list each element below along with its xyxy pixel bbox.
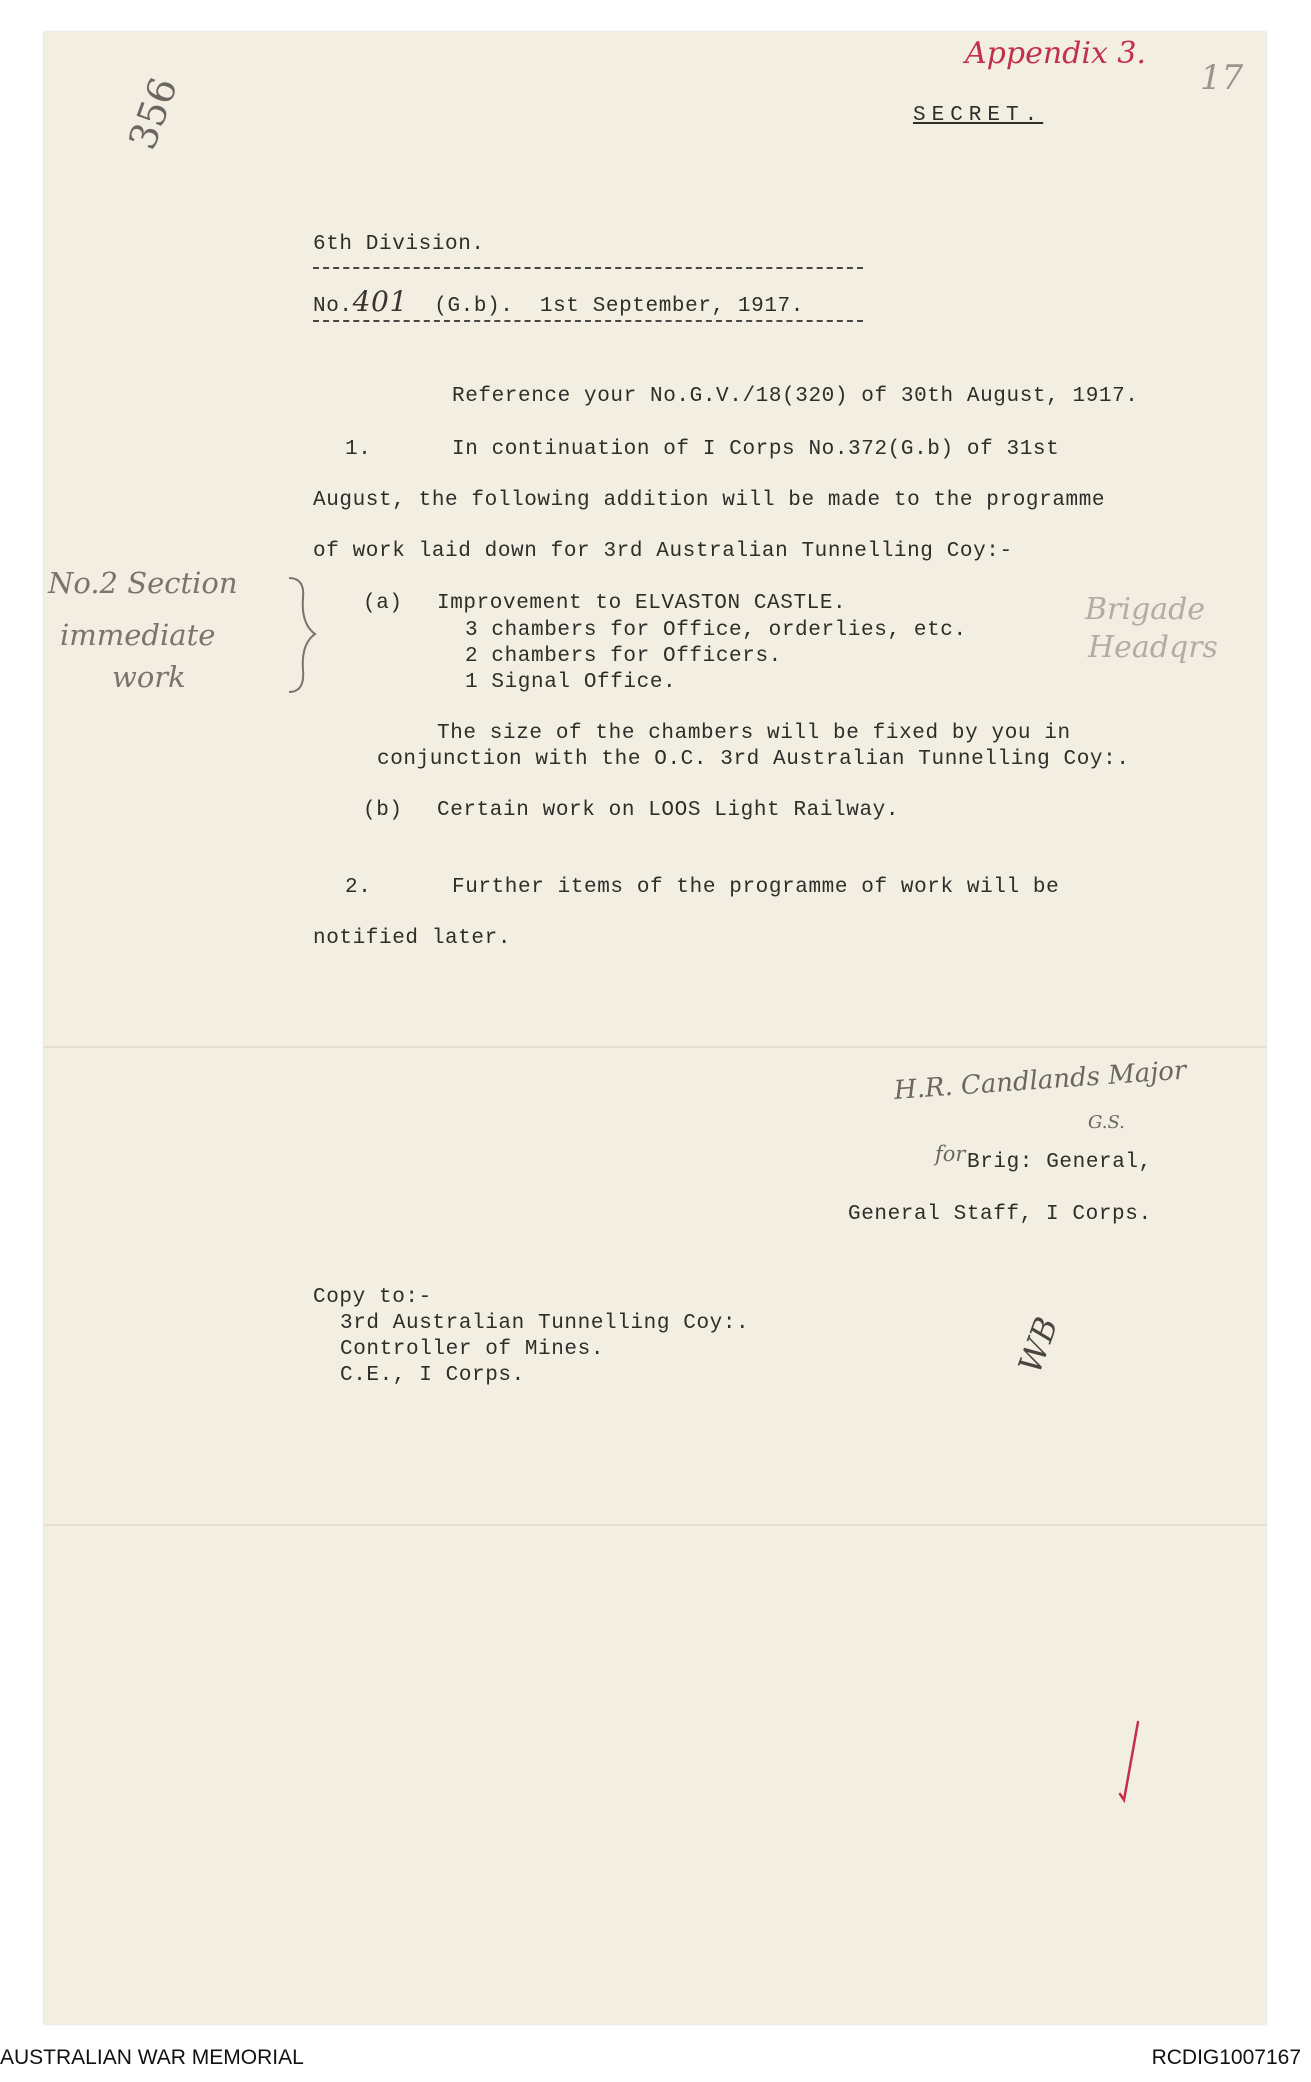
item-a-detail: 1 Signal Office. [465, 671, 677, 694]
item-a-title: Improvement to ELVASTON CASTLE. [437, 592, 847, 615]
reference-line [313, 285, 804, 318]
divider [313, 320, 863, 322]
margin-note-left: immediate [60, 618, 216, 652]
margin-note-left: No.2 Section [48, 566, 238, 600]
para1-line: In continuation of I Corps No.372(G.b) of 31st [452, 438, 1060, 461]
item-b-label: (b) [363, 799, 403, 822]
folio-number: 17 [1200, 58, 1244, 98]
signature-title: General Staff, I Corps. [848, 1203, 1152, 1226]
chambers-line: The size of the chambers will be fixed by you in [437, 722, 1071, 745]
stamp-number: 356 [120, 71, 187, 156]
signature-for: for [935, 1142, 966, 1166]
document-page [44, 32, 1266, 2024]
chambers-line: conjunction with the O.C. 3rd Australian Tunnelling Coy:. [377, 748, 1130, 771]
item-b-text: Certain work on LOOS Light Railway. [437, 799, 900, 822]
copy-heading: Copy to:- [313, 1286, 432, 1309]
copy-recipient: Controller of Mines. [340, 1338, 605, 1361]
para1-line: August, the following addition will be made to the programme [313, 489, 1106, 512]
division: 6th Division. [313, 233, 485, 256]
signature-gs: G.S. [1088, 1112, 1125, 1133]
classification: SECRET. [913, 104, 1044, 127]
margin-note-right: Brigade [1085, 592, 1206, 627]
para2-line: notified later. [313, 927, 512, 950]
para1-number: 1. [345, 438, 372, 461]
signature: H.R. Candlands Major [893, 1055, 1188, 1106]
reference-prefix: No. [313, 295, 353, 318]
page-fold [44, 1046, 1266, 1048]
page-fold [44, 1524, 1266, 1526]
signature-title: Brig: General, [967, 1151, 1152, 1174]
footer-left: AUSTRALIAN WAR MEMORIAL [0, 2046, 304, 2069]
para2-line: Further items of the programme of work will be [452, 876, 1060, 899]
document-date: 1st September, 1917. [539, 295, 804, 318]
item-a-detail: 2 chambers for Officers. [465, 645, 782, 668]
divider [313, 267, 863, 269]
reference-paragraph: Reference your No.G.V./18(320) of 30th August, 1917. [452, 385, 1139, 408]
bracket-icon [285, 574, 319, 696]
copy-recipient: 3rd Australian Tunnelling Coy:. [340, 1312, 750, 1335]
appendix-note: Appendix 3. [965, 36, 1147, 71]
margin-note-left: work [112, 660, 186, 694]
item-a-label: (a) [363, 592, 403, 615]
para1-line: of work laid down for 3rd Australian Tunnelling Coy:- [313, 540, 1013, 563]
initials: WB [1010, 1311, 1066, 1379]
margin-note-right: Headqrs [1088, 630, 1218, 665]
reference-number: 401 [352, 285, 408, 318]
para2-number: 2. [345, 876, 372, 899]
tick-mark-icon [1108, 1718, 1148, 1818]
reference-suffix: (G.b). [434, 295, 514, 318]
footer-right: RCDIG1007167 [1151, 2046, 1301, 2069]
copy-recipient: C.E., I Corps. [340, 1364, 525, 1387]
item-a-detail: 3 chambers for Office, orderlies, etc. [465, 619, 967, 642]
